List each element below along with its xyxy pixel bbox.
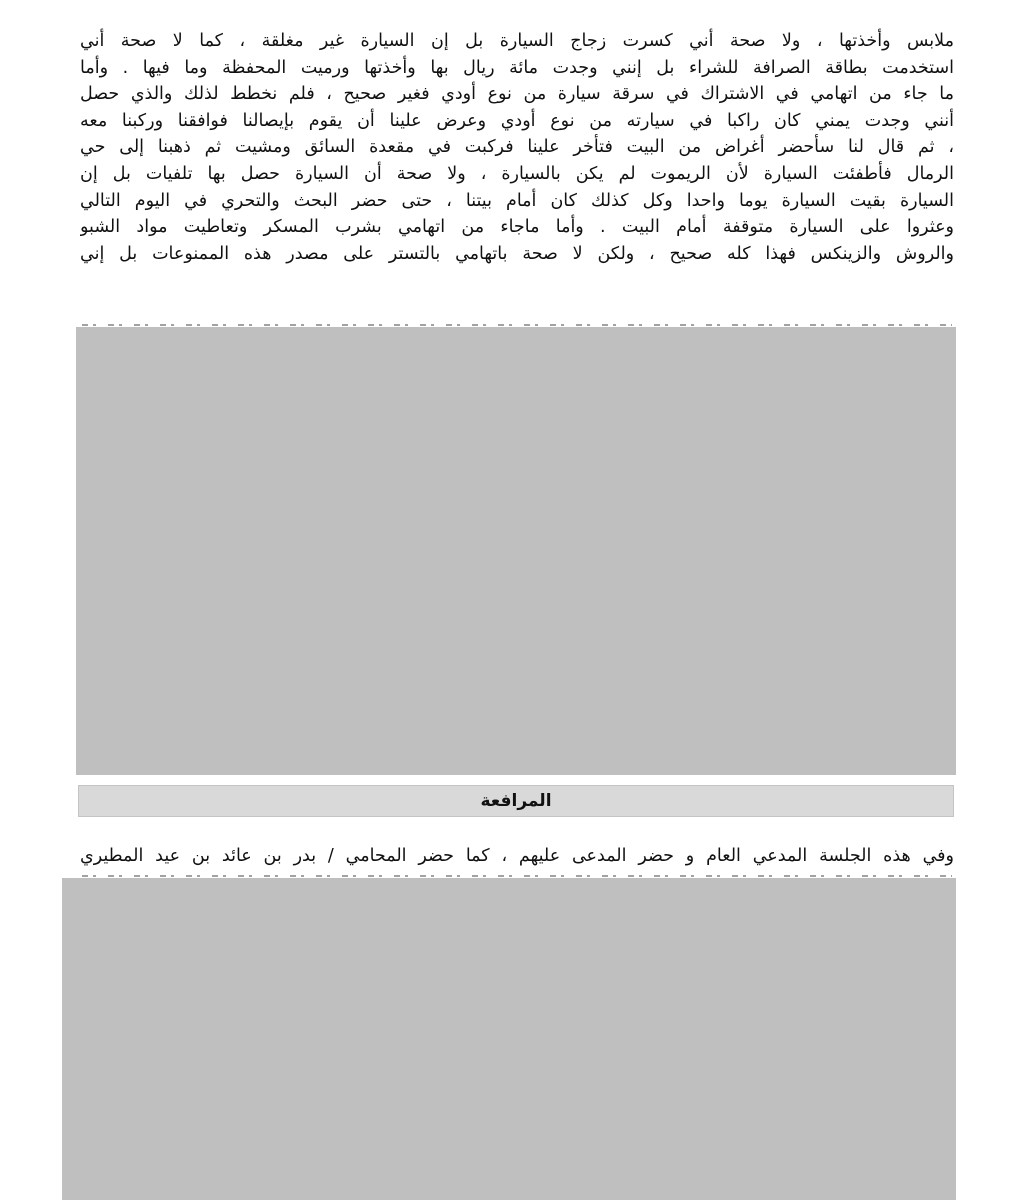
text-line: ، ثم قال لنا سأحضر أغراض من البيت فتأخر علينا فركبت في مقعدة السائق ومشيت ثم ذهبنا إلى حي [80,137,954,158]
text-line: أنني وجدت يمني كان راكبا في سيارته من نوع أودي وعرض علينا أن يقوم بإيصالنا فوافقنا وركبنا معه [80,110,954,131]
text-line: ملابس وأخذتها ، ولا صحة أني كسرت زجاج السيارة بل إن السيارة غير مغلقة ، كما لا صحة أني [80,31,954,51]
text-line: وفي هذه الجلسة المدعي العام و حضر المدعى عليهم ، كما حضر المحامي / بدر بن عائد بن عيد المطيري [80,846,954,866]
text-line: ما جاء من اتهامي في الاشتراك في سرقة سيارة من نوع أودي فغير صحيح ، فلم نخطط لذلك والذي حصل [80,84,954,105]
text-line: استخدمت بطاقة الصرافة للشراء بل إنني وجدت مائة ريال بها وأخذتها ورميت المحفظة وما فيها . وأما [80,57,954,78]
text-line: والروش والزينكس فهذا كله صحيح ، ولكن لا صحة باتهامي بالتستر على مصدر هذه الممنوعات بل إني [80,243,954,264]
section-heading-pleadings: المرافعة [78,785,954,817]
redaction-block-top [76,327,956,775]
verdict-paragraph-top [80,28,954,267]
text-line: الرمال فأطفئت السيارة لأن الريموت لم يكن بالسيارة ، ولا صحة أن السيارة حصل بها تلفيات بل إن [80,163,954,184]
text-line: وعثروا على السيارة متوقفة أمام البيت . وأما ماجاء من اتهامي بشرب المسكر وتعاطيت مواد الشبو [80,217,954,238]
text-line: السيارة بقيت السيارة يوما واحدا وكل كذلك كان أمام بيتنا ، حتى حضر البحث والتحري في اليوم التالي [80,190,954,211]
redaction-block-bottom [62,878,956,1200]
pleadings-paragraph [80,843,954,870]
